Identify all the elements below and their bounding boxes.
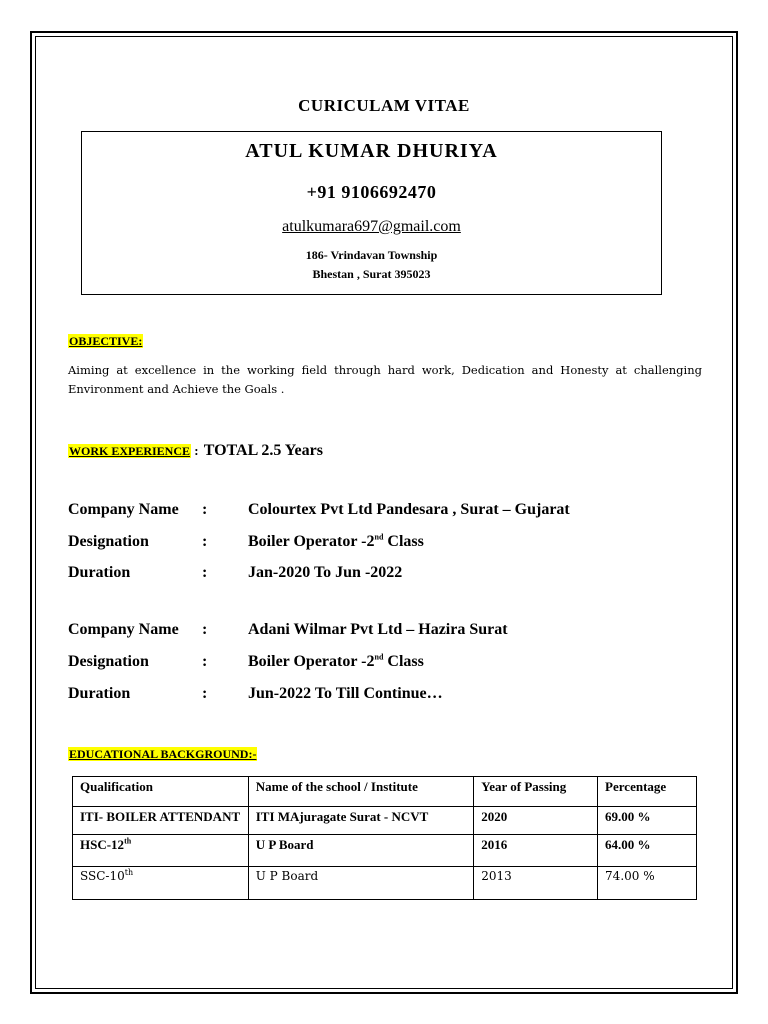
job-2-designation-sup: nd: [374, 652, 384, 662]
qualification-text: HSC-12: [80, 837, 125, 852]
job-2-duration-label: Duration: [68, 685, 131, 702]
job-2-company-label: Company Name: [68, 621, 179, 638]
contact-header-box: [81, 131, 662, 295]
qualification-text: ITI- BOILER ATTENDANT: [80, 809, 241, 824]
objective-text: Aiming at excellence in the working field through hard work, Dedication and Honesty at challenging Environment and Achieve the Goals .: [68, 363, 702, 396]
work-experience-total: TOTAL 2.5 Years: [203, 442, 323, 459]
job-1-designation-prefix: Boiler Operator -2: [248, 533, 375, 550]
year-cell: 2020: [474, 807, 598, 835]
work-experience-heading: WORK EXPERIENCE: [69, 444, 191, 458]
column-header: Year of Passing: [474, 777, 598, 807]
column-header: Qualification: [73, 777, 249, 807]
institute-cell: U P Board: [248, 835, 474, 867]
qualification-cell: [73, 867, 249, 900]
job-2-designation-prefix: Boiler Operator -2: [248, 653, 375, 670]
job-1-designation-suffix: Class: [383, 533, 424, 550]
table-header-row: [73, 777, 697, 807]
job-2-designation-value: [248, 653, 424, 671]
qualification-cell: [73, 835, 249, 867]
job-1-designation-colon: :: [202, 533, 208, 550]
job-2-duration-colon: :: [202, 685, 208, 702]
institute-cell: U P Board: [248, 867, 474, 900]
qualification-sup: th: [124, 868, 134, 877]
address-line-2: Bhestan , Surat 395023: [312, 267, 431, 281]
qualification-cell: [73, 807, 249, 835]
education-heading: EDUCATIONAL BACKGROUND:-: [69, 747, 257, 761]
job-1-duration-value: Jan-2020 To Jun -2022: [248, 564, 403, 581]
job-1-designation-sup: nd: [374, 532, 384, 542]
job-2-company-colon: :: [202, 621, 208, 638]
job-2-company-value: Adani Wilmar Pvt Ltd – Hazira Surat: [248, 621, 508, 638]
column-header: Percentage: [598, 777, 697, 807]
email-link[interactable]: atulkumara697@gmail.com: [282, 218, 461, 235]
objective-heading: OBJECTIVE:: [69, 334, 143, 348]
job-2-designation-colon: :: [202, 653, 208, 670]
job-1-company-colon: :: [202, 501, 208, 518]
job-1-designation-value: [248, 533, 424, 551]
table-row: [73, 835, 697, 867]
job-1-company-label: Company Name: [68, 501, 179, 518]
percentage-cell: 69.00 %: [598, 807, 697, 835]
qualification-text: SSC-10: [80, 869, 125, 883]
qualification-sup: th: [124, 836, 132, 846]
job-1-duration-colon: :: [202, 564, 208, 581]
column-header: Name of the school / Institute: [248, 777, 474, 807]
percentage-cell: 64.00 %: [598, 835, 697, 867]
document-title: CURICULAM VITAE: [298, 96, 470, 115]
job-2-designation-suffix: Class: [383, 653, 424, 670]
education-heading-wrap: [68, 743, 257, 762]
job-1-designation-label: Designation: [68, 533, 149, 550]
work-experience-heading-row: [68, 440, 323, 460]
year-cell: 2016: [474, 835, 598, 867]
job-1-company-value: Colourtex Pvt Ltd Pandesara , Surat – Gujarat: [248, 501, 570, 518]
table-row: [73, 867, 697, 900]
address-line-1: 186- Vrindavan Township: [305, 248, 438, 262]
table-row: [73, 807, 697, 835]
candidate-name: ATUL KUMAR DHURIYA: [245, 140, 498, 162]
education-table: [72, 776, 697, 900]
institute-cell: ITI MAjuragate Surat - NCVT: [248, 807, 474, 835]
job-1-duration-label: Duration: [68, 564, 131, 581]
job-2-duration-value: Jun-2022 To Till Continue…: [248, 685, 443, 702]
work-experience-colon: :: [191, 443, 199, 458]
percentage-cell: 74.00 %: [598, 867, 697, 900]
objective-heading-wrap: [68, 330, 143, 349]
phone-number: +91 9106692470: [306, 182, 437, 202]
year-cell: 2013: [474, 867, 598, 900]
job-2-designation-label: Designation: [68, 653, 149, 670]
